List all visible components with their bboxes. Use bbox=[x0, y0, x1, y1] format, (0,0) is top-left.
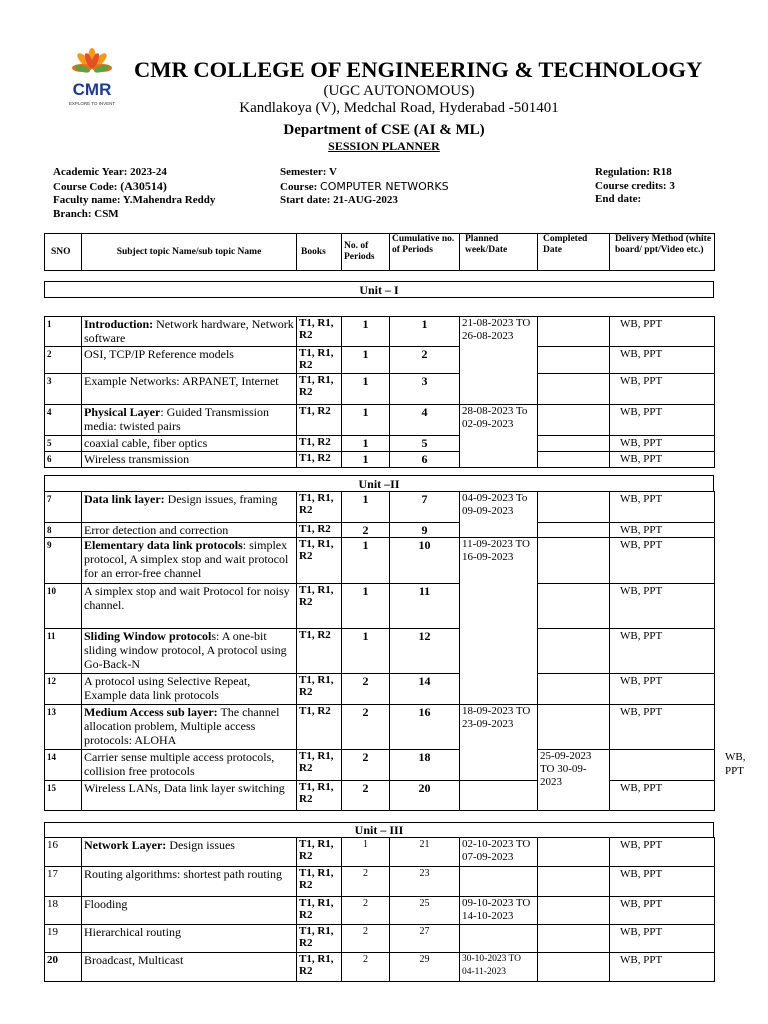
delivery-cell: WB, PPT bbox=[610, 629, 715, 674]
periods-cell: 2 bbox=[342, 523, 390, 538]
periods-cell: 2 bbox=[342, 867, 390, 897]
completed-date-cell bbox=[538, 452, 610, 468]
periods-cell: 1 bbox=[342, 584, 390, 629]
delivery-cell: WB, PPT bbox=[610, 538, 715, 584]
books-cell: T1, R2 bbox=[297, 436, 342, 452]
topic-bold: Physical Layer bbox=[84, 405, 161, 419]
col-delivery: Delivery Method (white board/ ppt/Video etc.) bbox=[610, 234, 715, 271]
sno-cell: 16 bbox=[45, 838, 82, 867]
topic-bold: Medium Access sub layer: bbox=[84, 705, 218, 719]
books-cell: T1, R1, R2 bbox=[297, 953, 342, 982]
completed-date-cell bbox=[538, 897, 610, 925]
completed-date-cell bbox=[538, 867, 610, 897]
topic-cell bbox=[82, 405, 297, 436]
faculty-name: Faculty name: Y.Mahendra Reddy bbox=[53, 194, 216, 206]
delivery-cell: WB, PPT bbox=[610, 838, 715, 867]
periods-cell: 1 bbox=[342, 629, 390, 674]
col-completed: Completed Date bbox=[538, 234, 610, 271]
planned-date-cell: 09-10-2023 TO 14-10-2023 bbox=[460, 897, 538, 925]
logo-tagline: EXPLORE TO INVENT bbox=[68, 101, 116, 106]
completed-date-cell bbox=[538, 629, 610, 674]
topic-cell bbox=[82, 867, 297, 897]
sno-cell: 20 bbox=[45, 953, 82, 982]
course-code: Course Code: (A30514) bbox=[53, 178, 167, 193]
topic-cell bbox=[82, 897, 297, 925]
completed-date-cell bbox=[538, 584, 610, 629]
sno-cell: 15 bbox=[45, 781, 82, 811]
topic-text: Wireless transmission bbox=[84, 452, 190, 466]
completed-date-cell bbox=[538, 705, 610, 750]
topic-cell bbox=[82, 523, 297, 538]
table-row bbox=[45, 405, 715, 436]
table-row bbox=[45, 538, 715, 584]
topic-cell bbox=[82, 781, 297, 811]
table-row bbox=[45, 317, 715, 347]
sno-cell: 9 bbox=[45, 538, 82, 584]
session-planner-title: SESSION PLANNER bbox=[328, 139, 440, 153]
topic-text: Carrier sense multiple access protocols, collision free protocols bbox=[84, 750, 275, 778]
cumulative-cell: 21 bbox=[390, 838, 460, 867]
topic-text: The channel allocation problem, Multiple access protocols: ALOHA bbox=[84, 705, 280, 747]
sno-cell: 6 bbox=[45, 452, 82, 468]
completed-date-cell bbox=[610, 750, 715, 781]
cumulative-cell: 6 bbox=[390, 452, 460, 468]
sno-cell: 12 bbox=[45, 674, 82, 705]
topic-text: Hierarchical routing bbox=[84, 925, 181, 939]
table-row bbox=[45, 925, 715, 953]
sno-cell: 1 bbox=[45, 317, 82, 347]
end-date: End date: bbox=[595, 193, 642, 205]
col-planned: Planned week/Date bbox=[460, 234, 538, 271]
completed-date-cell bbox=[538, 674, 610, 705]
completed-date-cell bbox=[460, 781, 538, 811]
unit-2-table bbox=[44, 491, 746, 811]
completed-date-cell bbox=[538, 838, 610, 867]
books-cell: T1, R1, R2 bbox=[297, 317, 342, 347]
cumulative-cell: 2 bbox=[390, 347, 460, 374]
topic-cell bbox=[82, 374, 297, 405]
sno-cell: 3 bbox=[45, 374, 82, 405]
periods-cell: 1 bbox=[342, 374, 390, 405]
table-row bbox=[45, 452, 715, 468]
delivery-cell: WB, PPT bbox=[610, 674, 715, 705]
topic-cell bbox=[82, 629, 297, 674]
regulation: Regulation: R18 bbox=[595, 166, 672, 178]
unit-3-header bbox=[44, 822, 714, 838]
books-cell: T1, R1, R2 bbox=[297, 897, 342, 925]
unit-2-header bbox=[44, 475, 714, 492]
topic-cell bbox=[82, 436, 297, 452]
sno-cell: 18 bbox=[45, 897, 82, 925]
cumulative-cell: 25 bbox=[390, 897, 460, 925]
topic-text: Routing algorithms: shortest path routing bbox=[84, 867, 282, 881]
delivery-cell: WB, PPT bbox=[610, 436, 715, 452]
delivery-cell: WB, PPT bbox=[610, 584, 715, 629]
table-row bbox=[45, 492, 715, 523]
periods-cell: 1 bbox=[342, 436, 390, 452]
academic-year: Academic Year: 2023-24 bbox=[53, 166, 167, 178]
cumulative-cell: 10 bbox=[390, 538, 460, 584]
books-cell: T1, R1, R2 bbox=[297, 781, 342, 811]
delivery-cell: WB, PPT bbox=[610, 705, 715, 750]
periods-cell: 2 bbox=[342, 705, 390, 750]
info-column-left bbox=[53, 166, 215, 221]
cumulative-cell: 20 bbox=[390, 781, 460, 811]
topic-bold: Network Layer: bbox=[84, 838, 167, 852]
sno-cell: 17 bbox=[45, 867, 82, 897]
completed-date-cell bbox=[538, 953, 610, 982]
course-credits: Course credits: 3 bbox=[595, 179, 675, 192]
topic-text: OSI, TCP/IP Reference models bbox=[84, 347, 234, 361]
periods-cell: 2 bbox=[342, 953, 390, 982]
planned-date-cell: 21-08-2023 TO 26-08-2023 bbox=[460, 317, 538, 405]
unit-1-title: Unit – I bbox=[45, 282, 714, 298]
topic-text: : Guided Transmission media: twisted pairs bbox=[84, 405, 270, 433]
unit-3-table bbox=[44, 837, 715, 982]
topic-bold: Introduction: bbox=[84, 317, 154, 331]
topic-text: Wireless LANs, Data link layer switching bbox=[84, 781, 285, 795]
table-row bbox=[45, 374, 715, 405]
periods-cell: 1 bbox=[342, 492, 390, 523]
periods-cell: 2 bbox=[342, 750, 390, 781]
periods-cell: 1 bbox=[342, 317, 390, 347]
sno-cell: 2 bbox=[45, 347, 82, 374]
topic-bold: Sliding Window protocol bbox=[84, 629, 212, 643]
topic-cell bbox=[82, 750, 297, 781]
completed-date-cell bbox=[538, 523, 610, 538]
planned-date-cell: 02-10-2023 TO 07-09-2023 bbox=[460, 838, 538, 867]
unit-3-title: Unit – III bbox=[45, 823, 714, 838]
sno-cell: 4 bbox=[45, 405, 82, 436]
topic-text: A protocol using Selective Repeat, Example data link protocols bbox=[84, 674, 251, 702]
topic-cell bbox=[82, 452, 297, 468]
info-column-right bbox=[595, 166, 675, 207]
completed-date-cell bbox=[538, 538, 610, 584]
books-cell: T1, R1, R2 bbox=[297, 538, 342, 584]
table-row bbox=[45, 347, 715, 374]
sno-cell: 5 bbox=[45, 436, 82, 452]
department-title: Department of CSE (AI & ML) bbox=[283, 122, 485, 138]
planned-date-cell: 25-09-2023 TO 30-09-2023 bbox=[538, 750, 610, 811]
cumulative-cell: 12 bbox=[390, 629, 460, 674]
table-row bbox=[45, 838, 715, 867]
delivery-cell: WB, PPT bbox=[610, 925, 715, 953]
table-row bbox=[45, 705, 715, 750]
sno-cell: 8 bbox=[45, 523, 82, 538]
cumulative-cell: 7 bbox=[390, 492, 460, 523]
periods-cell: 1 bbox=[342, 538, 390, 584]
col-cumulative: Cumulative no. of Periods bbox=[390, 234, 460, 271]
books-cell: T1, R1, R2 bbox=[297, 750, 342, 781]
topic-text: A simplex stop and wait Protocol for noisy channel. bbox=[84, 584, 290, 612]
completed-date-cell bbox=[538, 374, 610, 405]
cumulative-cell: 16 bbox=[390, 705, 460, 750]
semester: Semester: V bbox=[280, 166, 337, 178]
info-column-middle bbox=[280, 166, 449, 208]
sno-cell: 14 bbox=[45, 750, 82, 781]
completed-date-cell bbox=[538, 925, 610, 953]
table-row bbox=[45, 674, 715, 705]
planned-date-cell bbox=[460, 867, 538, 897]
delivery-cell: WB, PPT bbox=[610, 897, 715, 925]
books-cell: T1, R1, R2 bbox=[297, 374, 342, 405]
cumulative-cell: 9 bbox=[390, 523, 460, 538]
books-cell: T1, R1, R2 bbox=[297, 838, 342, 867]
topic-cell bbox=[82, 317, 297, 347]
autonomy-text: (UGC AUTONOMOUS) bbox=[323, 83, 475, 99]
topic-cell bbox=[82, 538, 297, 584]
branch: Branch: CSM bbox=[53, 207, 119, 220]
cumulative-cell: 5 bbox=[390, 436, 460, 452]
periods-cell: 1 bbox=[342, 347, 390, 374]
books-cell: T1, R1, R2 bbox=[297, 867, 342, 897]
col-sno: SNO bbox=[45, 234, 82, 271]
delivery-cell: WB, PPT bbox=[610, 492, 715, 523]
books-cell: T1, R1, R2 bbox=[297, 584, 342, 629]
course-name: Course: COMPUTER NETWORKS bbox=[280, 179, 449, 193]
table-row bbox=[45, 897, 715, 925]
delivery-cell: WB, PPT bbox=[610, 317, 715, 347]
books-cell: T1, R2 bbox=[297, 523, 342, 538]
cumulative-cell: 11 bbox=[390, 584, 460, 629]
topic-cell bbox=[82, 674, 297, 705]
start-date: Start date: 21-AUG-2023 bbox=[280, 194, 398, 206]
planned-date-cell: 04-09-2023 To 09-09-2023 bbox=[460, 492, 538, 538]
sno-cell: 7 bbox=[45, 492, 82, 523]
cumulative-cell: 14 bbox=[390, 674, 460, 705]
sno-cell: 11 bbox=[45, 629, 82, 674]
books-cell: T1, R2 bbox=[297, 705, 342, 750]
delivery-cell: WB, PPT bbox=[610, 523, 715, 538]
periods-cell: 2 bbox=[342, 925, 390, 953]
table-row bbox=[45, 436, 715, 452]
periods-cell: 2 bbox=[342, 781, 390, 811]
topic-text: Error detection and correction bbox=[84, 523, 229, 537]
topic-text: Design issues, framing bbox=[164, 492, 278, 506]
unit-1-table bbox=[44, 316, 715, 468]
col-books: Books bbox=[297, 234, 342, 271]
periods-cell: 1 bbox=[342, 838, 390, 867]
periods-cell: 1 bbox=[342, 452, 390, 468]
college-address: Kandlakoya (V), Medchal Road, Hyderabad -501401 bbox=[239, 100, 559, 116]
topic-cell bbox=[82, 838, 297, 867]
completed-date-cell bbox=[538, 347, 610, 374]
cumulative-cell: 29 bbox=[390, 953, 460, 982]
col-topic: Subject topic Name/sub topic Name bbox=[82, 234, 297, 271]
periods-cell: 1 bbox=[342, 405, 390, 436]
column-header-table bbox=[44, 233, 715, 271]
cumulative-cell: 27 bbox=[390, 925, 460, 953]
table-row bbox=[45, 629, 715, 674]
topic-text: Flooding bbox=[84, 897, 128, 911]
topic-text: : simplex protocol, A simplex stop and wait protocol for an error-free channel bbox=[84, 538, 289, 580]
table-row bbox=[45, 781, 715, 811]
sno-cell: 13 bbox=[45, 705, 82, 750]
sno-cell: 19 bbox=[45, 925, 82, 953]
books-cell: T1, R2 bbox=[297, 452, 342, 468]
topic-bold: Elementary data link protocols bbox=[84, 538, 243, 552]
delivery-cell: WB, PPT bbox=[610, 953, 715, 982]
table-row bbox=[45, 953, 715, 982]
unit-1-header bbox=[44, 281, 714, 298]
completed-date-cell bbox=[538, 317, 610, 347]
table-row bbox=[45, 584, 715, 629]
books-cell: T1, R2 bbox=[297, 405, 342, 436]
books-cell: T1, R1, R2 bbox=[297, 492, 342, 523]
planned-date-cell: 30-10-2023 TO 04-11-2023 bbox=[460, 953, 538, 982]
topic-text: Design issues bbox=[166, 838, 235, 852]
logo-text: CMR bbox=[72, 80, 112, 99]
periods-cell: 2 bbox=[342, 674, 390, 705]
periods-cell: 2 bbox=[342, 897, 390, 925]
col-periods: No. of Periods bbox=[342, 234, 390, 271]
cumulative-cell: 4 bbox=[390, 405, 460, 436]
table-row: 14 Carrier sense multiple access protocols, collision free protocols T1, R1, R2 2 18 25-09-2023 TO 30-09-2023 WB, PPT bbox=[45, 750, 715, 781]
topic-cell bbox=[82, 705, 297, 750]
books-cell: T1, R1, R2 bbox=[297, 674, 342, 705]
books-cell: T1, R2 bbox=[297, 629, 342, 674]
topic-cell bbox=[82, 925, 297, 953]
topic-text: Example Networks: ARPANET, Internet bbox=[84, 374, 279, 388]
books-cell: T1, R1, R2 bbox=[297, 347, 342, 374]
delivery-cell: WB, PPT bbox=[610, 374, 715, 405]
topic-text: Broadcast, Multicast bbox=[84, 953, 184, 967]
topic-cell bbox=[82, 347, 297, 374]
sno-cell: 10 bbox=[45, 584, 82, 629]
topic-text: Network hardware, Network software bbox=[84, 317, 294, 345]
cumulative-cell: 1 bbox=[390, 317, 460, 347]
cumulative-cell: 3 bbox=[390, 374, 460, 405]
completed-date-cell bbox=[538, 405, 610, 436]
delivery-cell: WB, PPT bbox=[610, 405, 715, 436]
delivery-cell: WB, PPT bbox=[610, 347, 715, 374]
delivery-cell: WB, PPT bbox=[610, 452, 715, 468]
topic-cell bbox=[82, 584, 297, 629]
topic-cell bbox=[82, 492, 297, 523]
topic-text: coaxial cable, fiber optics bbox=[84, 436, 208, 450]
college-name: CMR COLLEGE OF ENGINEERING & TECHNOLOGY bbox=[134, 57, 703, 82]
planned-date-cell: 28-08-2023 To 02-09-2023 bbox=[460, 405, 538, 468]
table-row bbox=[45, 867, 715, 897]
topic-bold: Data link layer: bbox=[84, 492, 165, 506]
planned-date-cell: 11-09-2023 TO 16-09-2023 bbox=[460, 538, 538, 705]
topic-cell bbox=[82, 953, 297, 982]
topic-text: s: A one-bit sliding window protocol, A protocol using Go-Back-N bbox=[84, 629, 287, 671]
unit-2-title: Unit –II bbox=[45, 476, 714, 492]
books-cell: T1, R1, R2 bbox=[297, 925, 342, 953]
completed-date-cell bbox=[538, 436, 610, 452]
planned-date-cell: 18-09-2023 TO 23-09-2023 bbox=[460, 705, 538, 781]
table-row bbox=[45, 523, 715, 538]
planned-date-cell bbox=[460, 925, 538, 953]
delivery-cell: WB, PPT bbox=[610, 781, 715, 811]
cumulative-cell: 23 bbox=[390, 867, 460, 897]
delivery-cell: WB, PPT bbox=[610, 867, 715, 897]
cumulative-cell: 18 bbox=[390, 750, 460, 781]
completed-date-cell bbox=[538, 492, 610, 523]
